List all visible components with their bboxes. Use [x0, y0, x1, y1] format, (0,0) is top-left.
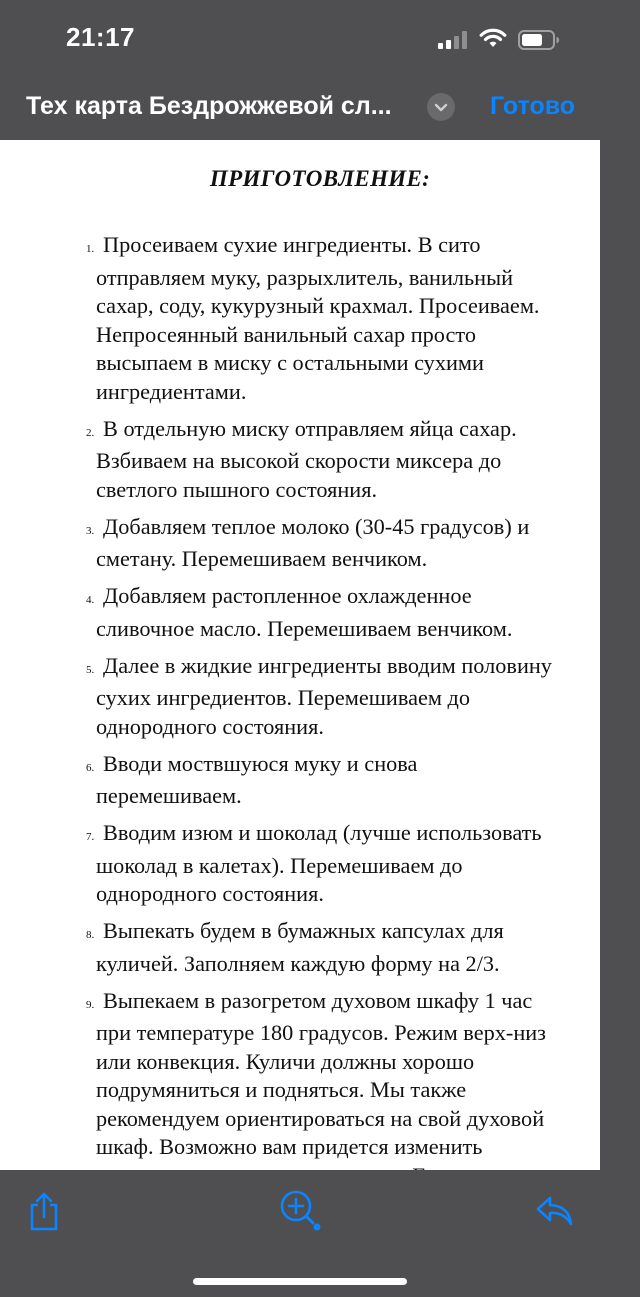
- step-text: Выпекаем в разогретом духовом шкафу 1 час при температуре 180 градусов. Режим верх-низ или конвекция. Куличи должны хорошо подрумяниться и подняться. Мы также рекомендуем ориентироваться на свой духовой шкаф. Возможно вам придется изменить: [96, 987, 546, 1159]
- step-number: 6.: [86, 761, 95, 774]
- step-item: [84, 231, 564, 406]
- chevron-down-icon: [427, 93, 455, 121]
- step-number: 3.: [86, 524, 95, 537]
- battery-icon: [518, 30, 560, 50]
- steps-list: [84, 231, 564, 1227]
- step-number: 9.: [86, 998, 95, 1011]
- step-text: Вводим изюм и шоколад (лучше использовать шоколад в калетах). Перемешиваем до однородного состояния.: [96, 820, 542, 906]
- step-item: [84, 652, 564, 742]
- step-text: Вводи моствшуюся муку и снова перемешиваем.: [96, 750, 418, 808]
- status-bar: [0, 0, 600, 80]
- step-text: Добавляем теплое молоко (30-45 градусов) и сметану. Перемешиваем венчиком.: [96, 513, 530, 571]
- status-time: 21:17: [66, 22, 135, 52]
- step-number: 7.: [86, 831, 95, 843]
- step-item: [84, 513, 564, 574]
- step-item: [84, 415, 564, 505]
- step-item: [84, 819, 564, 909]
- home-indicator[interactable]: [193, 1278, 407, 1285]
- step-text: Далее в жидкие ингредиенты вводим половину сухих ингредиентов. Перемешиваем до однородного состояния.: [96, 652, 552, 739]
- step-number: 8.: [86, 929, 95, 941]
- step-item: [84, 750, 564, 811]
- document-page[interactable]: [0, 140, 600, 1170]
- step-number: 5.: [86, 663, 95, 676]
- markup-icon[interactable]: [278, 1188, 324, 1234]
- step-text: Добавляем растопленное охлажденное сливочное масло. Перемешиваем венчиком.: [96, 583, 513, 641]
- step-text: Выпекать будем в бумажных капсулах для куличей. Заполняем каждую форму на 2/3.: [96, 918, 504, 976]
- step-text: Просеиваем сухие ингредиенты. В сито отправляем муку, разрыхлитель, ванильный сахар, соду, кукурузный крахмал. Просеиваем. Непросеянный ванильный сахар просто высыпаем в миску с остальными сухими ингредиентами.: [96, 232, 540, 404]
- step-number: 1.: [86, 243, 95, 255]
- document-title[interactable]: Тех карта Бездрожжевой сл...: [26, 92, 392, 120]
- step-text: В отдельную миску отправляем яйца сахар. Взбиваем на высокой скорости миксера до светлого пышного состояния.: [96, 415, 517, 502]
- step-item: [84, 582, 564, 643]
- wifi-icon: [479, 28, 507, 48]
- title-menu-button[interactable]: [427, 93, 455, 121]
- step-number: 4.: [86, 594, 95, 606]
- reply-icon[interactable]: [534, 1194, 574, 1228]
- step-number: 2.: [86, 426, 95, 439]
- step-item: [84, 917, 564, 978]
- done-button[interactable]: Готово: [490, 92, 576, 120]
- section-heading: ПРИГОТОВЛЕНИЕ:: [209, 166, 431, 191]
- cellular-signal-icon: [438, 31, 470, 49]
- share-icon[interactable]: [26, 1190, 62, 1232]
